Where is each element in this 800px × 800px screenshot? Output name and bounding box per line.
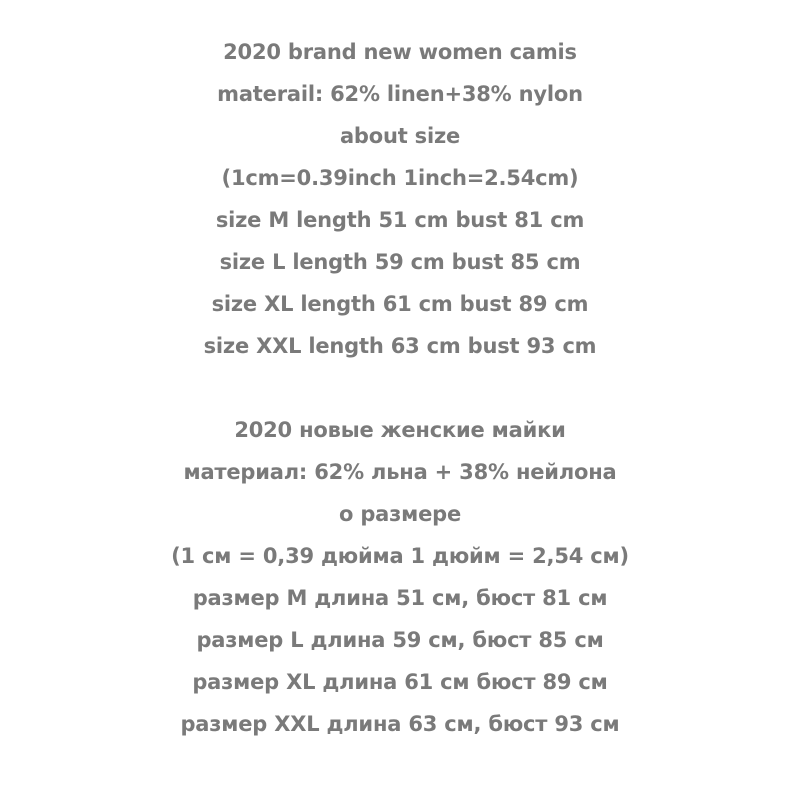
size-row-m: size M length 51 cm bust 81 cm (215, 208, 585, 232)
material-info: materail: 62% linen+38% nylon (217, 82, 583, 106)
russian-description (0, 409, 800, 745)
product-title: 2020 brand new women camis (223, 40, 577, 64)
size-row-xl-ru: размер XL длина 61 см бюст 89 см (192, 670, 608, 694)
size-row-m-ru: размер M длина 51 см, бюст 81 см (192, 586, 608, 610)
product-title-ru: 2020 новые женские майки (234, 418, 566, 442)
size-row-xxl: size XXL length 63 cm bust 93 cm (203, 334, 597, 358)
size-row-l: size L length 59 cm bust 85 cm (219, 250, 581, 274)
unit-conversion: (1cm=0.39inch 1inch=2.54cm) (221, 166, 579, 190)
unit-conversion-ru: (1 см = 0,39 дюйма 1 дюйм = 2,54 см) (171, 544, 629, 568)
size-row-l-ru: размер L длина 59 см, бюст 85 см (196, 628, 604, 652)
size-heading-ru: о размере (338, 502, 462, 526)
size-row-xl: size XL length 61 cm bust 89 cm (211, 292, 589, 316)
size-heading: about size (339, 124, 461, 148)
size-row-xxl-ru: размер XXL длина 63 см, бюст 93 см (180, 712, 620, 736)
english-description (0, 31, 800, 367)
material-info-ru: материал: 62% льна + 38% нейлона (183, 460, 617, 484)
